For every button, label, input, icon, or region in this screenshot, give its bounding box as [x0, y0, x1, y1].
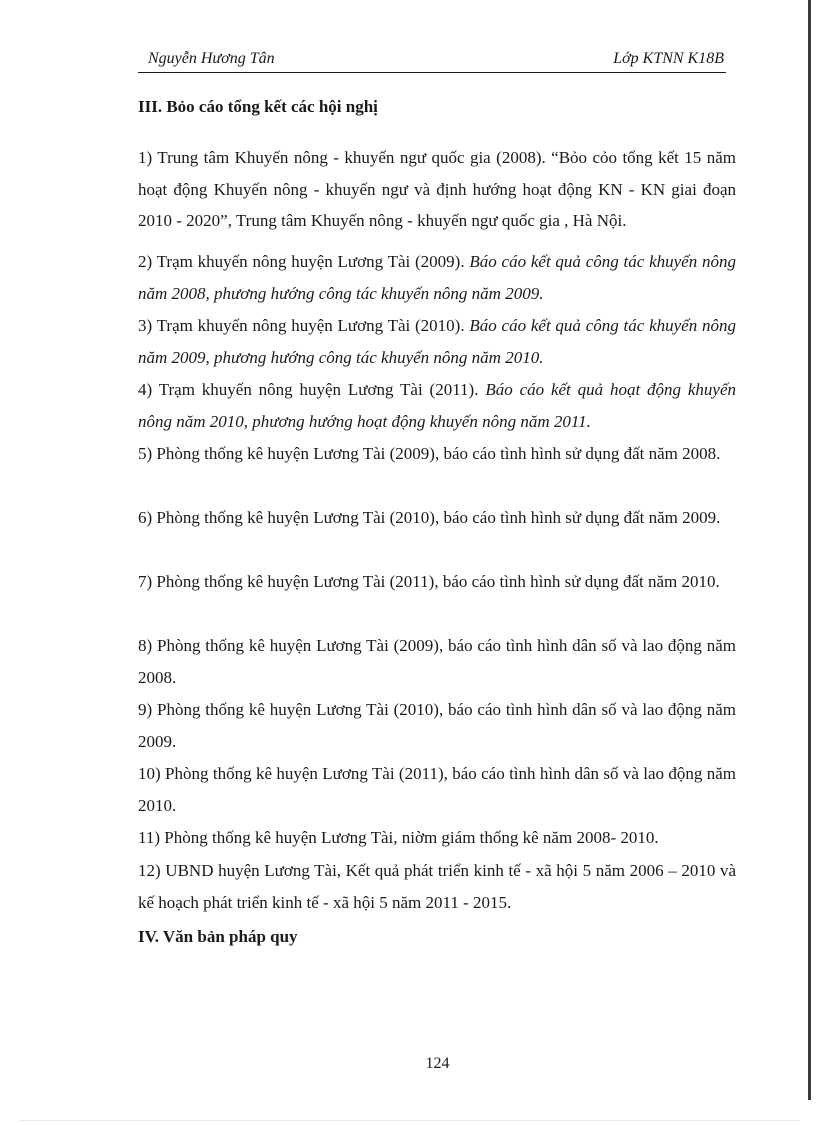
reference-text: Phòng thống kê huyện Lương Tài (2011), báo cáo tình hình sử dụng đất năm 2010. [156, 572, 720, 591]
reference-item [138, 246, 736, 309]
reference-number: 4) [138, 380, 153, 399]
section-heading-iv: IV. Văn bản pháp quy [138, 927, 298, 946]
header-author: Nguyễn Hương Tân [148, 50, 275, 67]
reference-item [138, 374, 736, 437]
reference-text: Phòng thống kê huyện Lương Tài (2009), báo cáo tình hình dân số và lao động năm 2008. [138, 636, 737, 687]
reference-number: 7) [138, 572, 153, 591]
reference-title: Báo cáo kết quả công tác khuyến nông năm 2008, phương hướng công tác khuyến nông năm 2009. [138, 252, 736, 303]
reference-text: Phòng thống kê huyện Lương Tài (2011), báo cáo tình hình dân số và lao động năm 2010. [138, 764, 737, 815]
reference-title: Báo cáo kết quả công tác khuyến nông năm 2009, phương hướng công tác khuyến nông năm 2010. [138, 316, 736, 367]
reference-item [138, 630, 736, 693]
reference-item [138, 822, 736, 854]
reference-number: 10) [138, 764, 161, 783]
reference-text: Phòng thống kê huyện Lương Tài (2010), báo cáo tình hình dân số và lao động năm 2009. [138, 700, 737, 751]
header-class: Lớp KTNN K18B [613, 50, 724, 67]
reference-title: Báo cáo kết quả hoạt động khuyến nông năm 2010, phương hướng hoạt động khuyến nông năm 2011. [138, 380, 737, 431]
reference-number: 11) [138, 828, 161, 847]
reference-number: 6) [138, 508, 153, 527]
reference-text: Trạm khuyến nông huyện Lương Tài (2009). [156, 252, 465, 271]
reference-item [138, 502, 736, 534]
reference-text: Trung tâm Khuyến nông - khuyến ngư quốc gia (2008). “Bỏo cỏo tổng kết 15 năm hoạt động Khuyến nông - khuyến ngư và định hướng hoạt động KN - KN giai đoạn 2010 - 2020”, Trung tâm Khuyến nông - khuyến ngư quốc gia , Hà Nội. [138, 148, 736, 230]
reference-number: 3) [138, 316, 153, 335]
reference-item [138, 694, 736, 757]
section-heading-iii: III. Bỏo cáo tổng kết các hội nghị [138, 97, 378, 116]
page-edge-shadow [808, 0, 811, 1100]
reference-number: 9) [138, 700, 153, 719]
reference-item [138, 142, 736, 237]
reference-number: 2) [138, 252, 153, 271]
reference-text: UBND huyện Lương Tài, Kết quả phát triển kinh tế - xã hội 5 năm 2006 – 2010 và kế hoạch phát triển kinh tế - xã hội 5 năm 2011 - 2015. [138, 861, 737, 912]
reference-number: 1) [138, 148, 153, 167]
reference-item [138, 566, 736, 598]
reference-number: 8) [138, 636, 153, 655]
reference-text: Phòng thống kê huyện Lương Tài (2010), báo cáo tình hình sử dụng đất năm 2009. [156, 508, 721, 527]
reference-text: Trạm khuyến nông huyện Lương Tài (2010). [156, 316, 465, 335]
reference-item [138, 438, 736, 470]
reference-item [138, 758, 736, 821]
reference-number: 12) [138, 861, 161, 880]
reference-number: 5) [138, 444, 153, 463]
reference-item [138, 310, 736, 373]
reference-text: Phòng thống kê huyện Lương Tài (2009), báo cáo tình hình sử dụng đất năm 2008. [156, 444, 721, 463]
page-number: 124 [425, 1055, 450, 1072]
reference-item [138, 855, 736, 918]
page-bottom-divider [20, 1120, 800, 1121]
reference-text: Trạm khuyến nông huyện Lương Tài (2011). [158, 380, 479, 399]
reference-text: Phòng thống kê huyện Lương Tài, niờm giám thống kê năm 2008- 2010. [164, 828, 659, 847]
page-header [138, 50, 726, 73]
